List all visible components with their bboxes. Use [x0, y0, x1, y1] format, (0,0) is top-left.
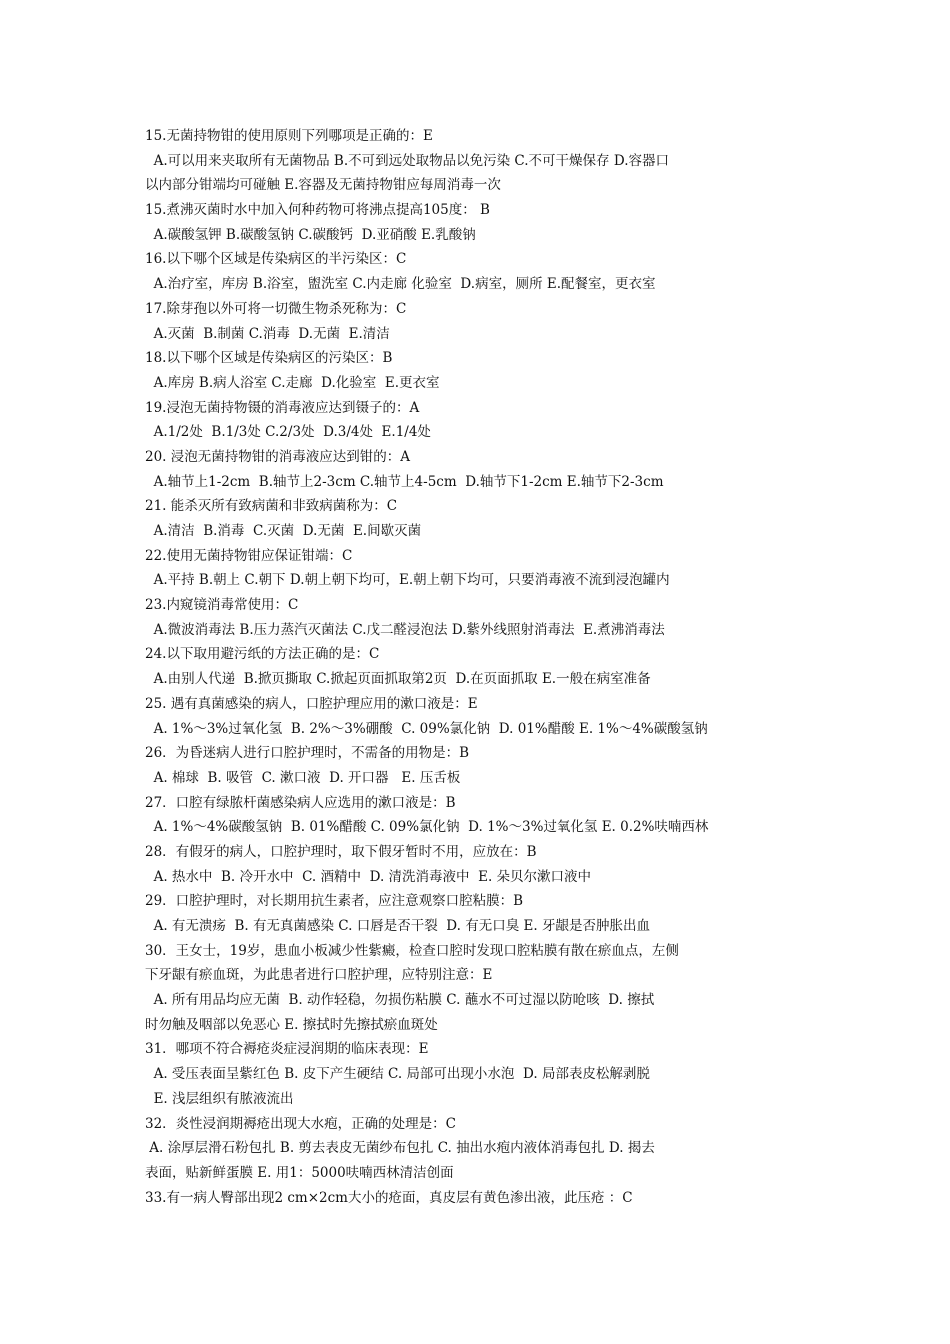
option-line: A. 受压表面呈紫红色 B. 皮下产生硬结 C. 局部可出现小水泡 D. 局部表皮松解剥脱 [145, 1066, 650, 1083]
question-line: 19.浸泡无菌持物镊的消毒液应达到镊子的：A [145, 399, 420, 416]
question-line: 27．口腔有绿脓杆菌感染病人应选用的漱口液是：B [145, 794, 456, 811]
option-line: A. 棉球 B. 吸管 C. 漱口液 D. 开口器 E. 压舌板 [145, 769, 461, 786]
option-line: A. 涂厚层滑石粉包扎 B. 剪去表皮无菌纱布包扎 C. 抽出水疱内液体消毒包扎 D. 揭去 [145, 1140, 655, 1157]
question-line: 29．口腔护理时，对长期用抗生素者，应注意观察口腔粘膜：B [145, 893, 524, 910]
question-line: 18.以下哪个区域是传染病区的污染区：B [145, 350, 393, 367]
question-line: 下牙龈有瘀血斑，为此患者进行口腔护理，应特别注意：E [145, 967, 493, 984]
question-line: 23.内窥镜消毒常使用：C [145, 597, 299, 614]
option-line: A.库房 B.病人浴室 C.走廊 D.化验室 E.更衣室 [145, 374, 440, 391]
question-line: 22.使用无菌持物钳应保证钳端：C [145, 547, 353, 564]
question-line: 20. 浸泡无菌持物钳的消毒液应达到钳的：A [145, 448, 411, 465]
option-line: A.清洁 B.消毒 C.灭菌 D.无菌 E.间歇灭菌 [145, 523, 422, 539]
option-line: A.由别人代递 B.掀页撕取 C.掀起页面抓取第2页 D.在页面抓取 E.一般在病室准备 [145, 671, 651, 688]
question-line: 21. 能杀灭所有致病菌和非致病菌称为：C [145, 498, 398, 515]
question-line: 32．炎性浸润期褥疮出现大水疱，正确的处理是：C [145, 1115, 457, 1132]
option-line: A. 1%～4%碳酸氢钠 B. 01%醋酸 C. 09%氯化钠 D. 1%～3%过氧化氢 E. 0.2%呋喃西林 [145, 819, 709, 836]
option-line: 时勿触及咽部以免恶心 E. 擦拭时先擦拭瘀血斑处 [145, 1016, 438, 1033]
option-line: A.碳酸氢钾 B.碳酸氢钠 C.碳酸钙 D.亚硝酸 E.乳酸钠 [145, 226, 476, 243]
option-line: 以内部分钳端均可碰触 E.容器及无菌持物钳应每周消毒一次 [145, 177, 501, 194]
question-line: 15.无菌持物钳的使用原则下列哪项是正确的：E [145, 128, 433, 144]
question-line: 31．哪项不符合褥疮炎症浸润期的临床表现：E [145, 1041, 429, 1058]
question-line: 24.以下取用避污纸的方法正确的是：C [145, 646, 380, 663]
question-line: 17.除芽孢以外可将一切微生物杀死称为：C [145, 300, 407, 317]
option-line: A.平持 B.朝上 C.朝下 D.朝上朝下均可，E.朝上朝下均可，只要消毒液不流到浸泡罐内 [145, 572, 670, 589]
option-line: A. 有无溃疡 B. 有无真菌感染 C. 口唇是否干裂 D. 有无口臭 E. 牙龈是否肿胀出血 [145, 918, 650, 934]
question-line: 28．有假牙的病人，口腔护理时，取下假牙暂时不用，应放在：B [145, 843, 537, 860]
option-line: E. 浅层组织有脓液流出 [145, 1090, 294, 1107]
question-line: 15.煮沸灭菌时水中加入何种药物可将沸点提高105度： B [145, 202, 490, 219]
option-line: A. 所有用品均应无菌 B. 动作轻稳，勿损伤粘膜 C. 蘸水不可过湿以防呛咳 D. 擦拭 [145, 992, 655, 1009]
question-line: 26．为昏迷病人进行口腔护理时，不需备的用物是：B [145, 745, 470, 762]
option-line: A.可以用来夹取所有无菌物品 B.不可到远处取物品以免污染 C.不可干燥保存 D.容器口 [145, 152, 669, 169]
question-line: 33.有一病人臀部出现2 cm×2cm大小的疮面，真皮层有黄色渗出液，此压疮 ：C [145, 1189, 633, 1206]
option-line: A.灭菌 B.制菌 C.消毒 D.无菌 E.清洁 [145, 325, 390, 342]
option-line: A.轴节上1-2cm B.轴节上2-3cm C.轴节上4-5cm D.轴节下1-2cm E.轴节下2-3cm [145, 473, 664, 490]
option-line: 表面，贴新鲜蛋膜 E. 用1：5000呋喃西林清洁创面 [145, 1164, 454, 1181]
question-line: 16.以下哪个区域是传染病区的半污染区：C [145, 251, 407, 268]
option-line: A.1/2处 B.1/3处 C.2/3处 D.3/4处 E.1/4处 [145, 424, 431, 441]
option-line: A.微波消毒法 B.压力蒸汽灭菌法 C.戊二醛浸泡法 D.紫外线照射消毒法 E.煮沸消毒法 [145, 621, 665, 638]
question-line: 25. 遇有真菌感染的病人，口腔护理应用的漱口液是：E [145, 695, 478, 712]
option-line: A.治疗室，库房 B.浴室，盥洗室 C.内走廊 化验室 D.病室，厕所 E.配餐室，更衣室 [145, 276, 656, 293]
option-line: A. 热水中 B. 冷开水中 C. 酒精中 D. 清洗消毒液中 E. 朵贝尔漱口液中 [145, 868, 592, 885]
option-line: A. 1%～3%过氧化氢 B. 2%～3%硼酸 C. 09%氯化钠 D. 01%醋酸 E. 1%～4%碳酸氢钠 [145, 720, 708, 737]
question-line: 30．王女士，19岁，患血小板减少性紫癜，检查口腔时发现口腔粘膜有散在瘀血点，左侧 [145, 942, 679, 959]
